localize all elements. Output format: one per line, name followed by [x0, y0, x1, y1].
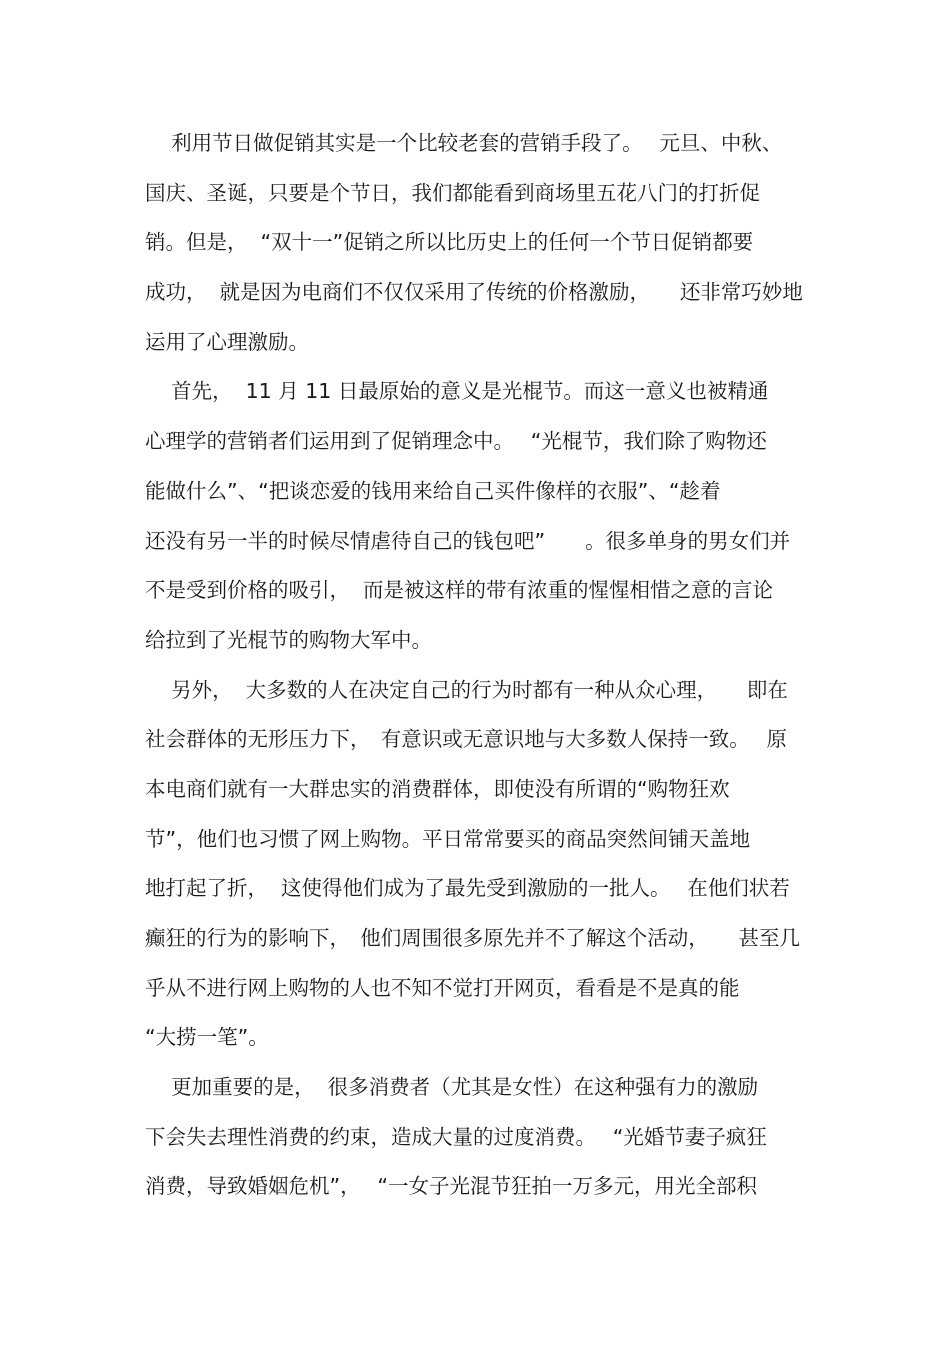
text-line: 另外， 大多数的人在决定自己的行为时都有一种从众心理， 即在	[145, 677, 788, 702]
text-line: 能做什么”、“把谈恋爱的钱用来给自己买件像样的衣服”、“趁着	[145, 478, 721, 503]
text-line: 还没有另一半的时候尽情虐待自己的钱包吧” 。很多单身的男女们并	[145, 528, 791, 553]
paragraph-4	[145, 1063, 815, 1212]
text-line: 本电商们就有一大群忠实的消费群体，即使没有所谓的“购物狂欢	[145, 776, 730, 801]
text-line: 消费，导致婚姻危机”， “一女子光混节狂拍一万多元，用光全部积	[145, 1174, 758, 1199]
document-body	[145, 119, 815, 1212]
text-line: 节”，他们也习惯了网上购物。平日常常要买的商品突然间铺天盖地	[145, 826, 751, 851]
text-line: 给拉到了光棍节的购物大军中。	[145, 627, 432, 652]
text-line: 不是受到价格的吸引， 而是被这样的带有浓重的惺惺相惜之意的言论	[145, 578, 774, 603]
paragraph-1	[145, 119, 815, 367]
text-line: 下会失去理性消费的约束，造成大量的过度消费。 “光婚节妻子疯狂	[145, 1124, 767, 1149]
text-line: 利用节日做促销其实是一个比较老套的营销手段了。 元旦、中秋、	[145, 131, 783, 155]
paragraph-2	[145, 367, 815, 665]
paragraph-3	[145, 666, 815, 1064]
text-line: 销。但是， “双十一”促销之所以比历史上的任何一个节日促销都要	[145, 230, 754, 255]
text-line: “大捞一笔”。	[145, 1025, 269, 1050]
text-line: 心理学的营销者们运用到了促销理念中。 “光棍节，我们除了购物还	[145, 429, 767, 454]
text-line: 运用了心理激励。	[145, 329, 309, 354]
text-line: 成功， 就是因为电商们不仅仅采用了传统的价格激励， 还非常巧妙地	[145, 280, 803, 305]
text-line: 社会群体的无形压力下， 有意识或无意识地与大多数人保持一致。 原	[145, 727, 788, 752]
text-line: 首先， 11 月 11 日最原始的意义是光棍节。而这一意义也被精通	[145, 379, 769, 404]
text-line: 地打起了折， 这使得他们成为了最先受到激励的一批人。 在他们状若	[145, 876, 790, 901]
text-line: 更加重要的是， 很多消费者（尤其是女性）在这种强有力的激励	[145, 1075, 759, 1100]
text-line: 癫狂的行为的影响下， 他们周围很多原先并不了解这个活动， 甚至几	[145, 926, 801, 950]
text-line: 乎从不进行网上购物的人也不知不觉打开网页，看看是不是真的能	[145, 975, 740, 1000]
text-line: 国庆、圣诞，只要是个节日，我们都能看到商场里五花八门的打折促	[145, 180, 760, 205]
